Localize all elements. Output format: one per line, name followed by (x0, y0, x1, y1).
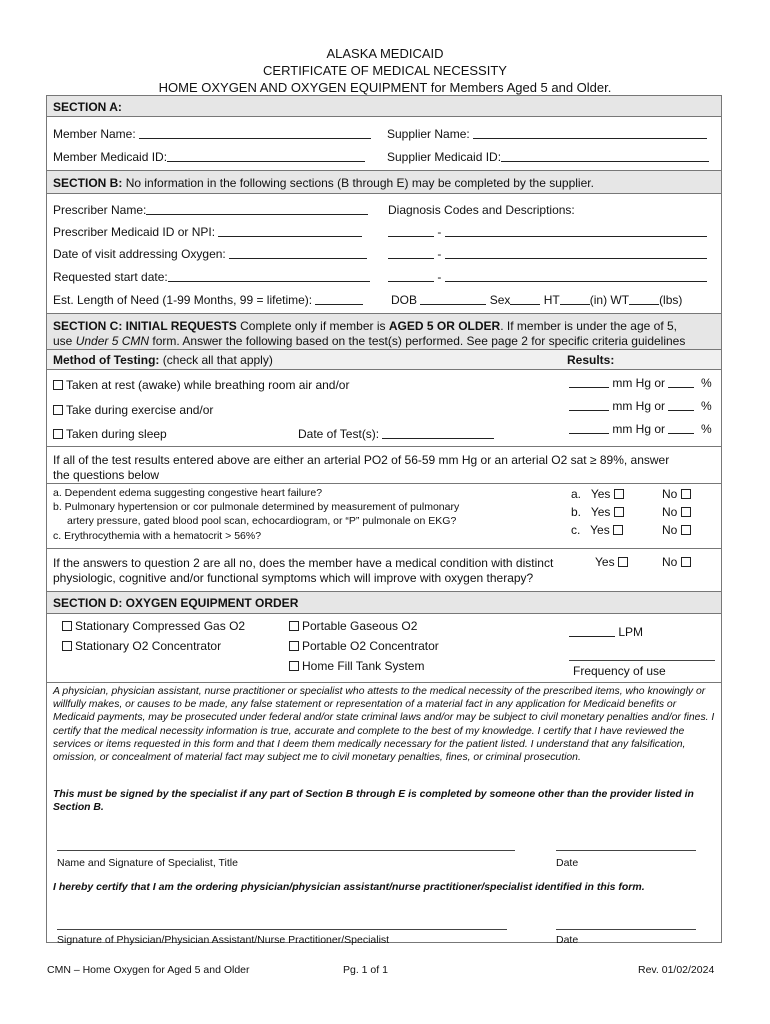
section-d-header (47, 591, 721, 614)
portable-gas-option[interactable]: Portable Gaseous O2 (289, 619, 417, 633)
test-exercise-option[interactable]: Take during exercise and/or (53, 403, 213, 417)
section-b-note: No information in the following sections (B through E) may be completed by the supplier. (125, 176, 594, 190)
section-b-header (47, 170, 721, 194)
results-label: Results: (567, 353, 615, 367)
form-title: CERTIFICATE OF MEDICAL NECESSITY (263, 63, 507, 78)
question-b-line1: b. Pulmonary hypertension or cor pulmonale determined by measurement of pulmonary (53, 501, 460, 513)
q3-yes-checkbox[interactable] (618, 557, 628, 567)
divider (47, 483, 721, 484)
q3-no-checkbox[interactable] (681, 557, 691, 567)
rest-checkbox[interactable] (53, 380, 63, 390)
footer-page: Pg. 1 of 1 (343, 964, 388, 976)
answer-b[interactable]: b. Yes (571, 505, 627, 519)
q2-intro-2: the questions below (53, 468, 160, 482)
exercise-checkbox[interactable] (53, 405, 63, 415)
result-rest[interactable]: mm Hg or % (569, 376, 712, 390)
divider (47, 446, 721, 447)
divider (47, 682, 721, 683)
diagnosis-row-3[interactable]: - (388, 270, 707, 284)
divider (47, 548, 721, 549)
start-date-field[interactable]: Requested start date: (53, 270, 370, 284)
physician-date-line[interactable] (556, 929, 696, 930)
specialist-note: This must be signed by the specialist if any part of Section B through E is completed by someone other than the provider listed in Section B. (53, 789, 694, 814)
specialist-signature-label: Name and Signature of Specialist, Title (57, 857, 238, 869)
answer-c[interactable]: c. Yes (571, 523, 626, 537)
q3-yes[interactable]: Yes (595, 555, 631, 569)
specialist-date-line[interactable] (556, 850, 696, 851)
q3-no[interactable]: No (662, 555, 694, 569)
physician-signature-label: Signature of Physician/Physician Assistant/Nurse Practitioner/Specialist (57, 934, 390, 946)
section-c-header: SECTION C: INITIAL REQUESTS Complete only if member is AGED 5 OR OLDER. If member is under the age of 5, use Under 5 CMN form. Answer the following based on the test(s) performed. See page 2 for specific criteria guidelines (47, 313, 721, 350)
question-3-line1: If the answers to question 2 are all no, does the member have a medical condition with distinct (53, 556, 554, 570)
footer-revision: Rev. 01/02/2024 (638, 964, 715, 976)
home-fill-option[interactable]: Home Fill Tank System (289, 659, 424, 673)
answer-b-no[interactable]: No (662, 505, 694, 519)
stationary-concentrator-option[interactable]: Stationary O2 Concentrator (62, 639, 221, 653)
lpm-field[interactable]: LPM (569, 625, 643, 639)
c-yes-checkbox[interactable] (613, 525, 623, 535)
b-yes-checkbox[interactable] (614, 507, 624, 517)
result-sleep[interactable]: mm Hg or % (569, 422, 712, 436)
sleep-checkbox[interactable] (53, 429, 63, 439)
visit-date-field[interactable]: Date of visit addressing Oxygen: (53, 247, 367, 261)
stationary-gas-option[interactable]: Stationary Compressed Gas O2 (62, 619, 245, 633)
frequency-label: Frequency of use (573, 664, 666, 678)
diagnosis-label: Diagnosis Codes and Descriptions: (388, 203, 575, 217)
physician-signature-line[interactable] (57, 929, 507, 930)
section-a-title: SECTION A: (53, 100, 122, 114)
c-no-checkbox[interactable] (681, 525, 691, 535)
frequency-line[interactable] (569, 660, 715, 661)
section-b-title: SECTION B: (53, 176, 123, 190)
physician-date-label: Date (556, 934, 579, 946)
question-b-line2: artery pressure, gated blood pool scan, echocardiogram, or “P” pulmonale on EKG? (67, 515, 457, 527)
form-title-state: ALASKA MEDICAID (326, 46, 444, 61)
member-medicaid-id-field[interactable]: Member Medicaid ID: (53, 150, 365, 164)
answer-a-no[interactable]: No (662, 487, 694, 501)
date-of-test-field[interactable]: Date of Test(s): (298, 427, 494, 441)
a-yes-checkbox[interactable] (614, 489, 624, 499)
a-no-checkbox[interactable] (681, 489, 691, 499)
answer-a[interactable]: a. Yes (571, 487, 627, 501)
certify-statement: I hereby certify that I am the ordering physician/physician assistant/nurse practitioner/specialist identified in this form. (53, 881, 645, 893)
question-c: c. Erythrocythemia with a hematocrit > 56%? (53, 530, 262, 542)
q2-intro-1: If all of the test results entered above are either an arterial PO2 of 56-59 mm Hg or an arterial O2 sat ≥ 89%, answer (53, 453, 670, 467)
diagnosis-row-1[interactable]: - (388, 225, 707, 239)
specialist-signature-line[interactable] (57, 850, 515, 851)
test-rest-option[interactable]: Taken at rest (awake) while breathing room air and/or (53, 378, 349, 392)
prescriber-name-field[interactable]: Prescriber Name: (53, 203, 368, 217)
footer-form-name: CMN – Home Oxygen for Aged 5 and Older (47, 964, 250, 976)
specialist-date-label: Date (556, 857, 579, 869)
form-subtitle: HOME OXYGEN AND OXYGEN EQUIPMENT for Members Aged 5 and Older. (158, 80, 612, 95)
member-name-field[interactable]: Member Name: (53, 127, 371, 141)
section-d-title: SECTION D: OXYGEN EQUIPMENT ORDER (53, 596, 299, 610)
supplier-medicaid-id-field[interactable]: Supplier Medicaid ID: (387, 150, 709, 164)
b-no-checkbox[interactable] (681, 507, 691, 517)
section-a-header (47, 95, 721, 117)
answer-c-no[interactable]: No (662, 523, 694, 537)
section-c-title: SECTION C: INITIAL REQUESTS (53, 319, 237, 333)
length-of-need-field[interactable]: Est. Length of Need (1-99 Months, 99 = lifetime): (53, 293, 363, 307)
method-header: Method of Testing: (check all that apply) Results: (47, 350, 721, 370)
portable-concentrator-option[interactable]: Portable O2 Concentrator (289, 639, 439, 653)
test-sleep-option[interactable]: Taken during sleep (53, 427, 167, 441)
result-exercise[interactable]: mm Hg or % (569, 399, 712, 413)
demographics-row[interactable]: DOB Sex HT (in) WT (lbs) (391, 293, 683, 307)
supplier-name-field[interactable]: Supplier Name: (387, 127, 707, 141)
diagnosis-row-2[interactable]: - (388, 247, 707, 261)
attestation-paragraph: A physician, physician assistant, nurse practitioner or specialist who attests to the medical necessity of the prescribed items, who knowingly or willfully makes, or causes to be made, any false statement or representation of a material fact in any application for Medicaid benefits or Medicaid payments, may be prosecuted under federal and/or state criminal laws and/or may be subject to civil monetary penalties and/or fines. I certify that the medical necessity information is true, accurate and complete to the best of my knowledge. I certify that I have reviewed the services or items requested in this form and that I deem them medically necessary for the patient listed. I understand that any falsification, omission, or concealment of material fact may subject me to civil monetary penalties, fines, or criminal prosecution. (53, 686, 715, 764)
prescriber-id-field[interactable]: Prescriber Medicaid ID or NPI: (53, 225, 362, 239)
question-a: a. Dependent edema suggesting congestive heart failure? (53, 487, 323, 499)
question-3-line2: physiologic, cognitive and/or functional symptoms which will improve with oxygen therapy? (53, 571, 534, 585)
